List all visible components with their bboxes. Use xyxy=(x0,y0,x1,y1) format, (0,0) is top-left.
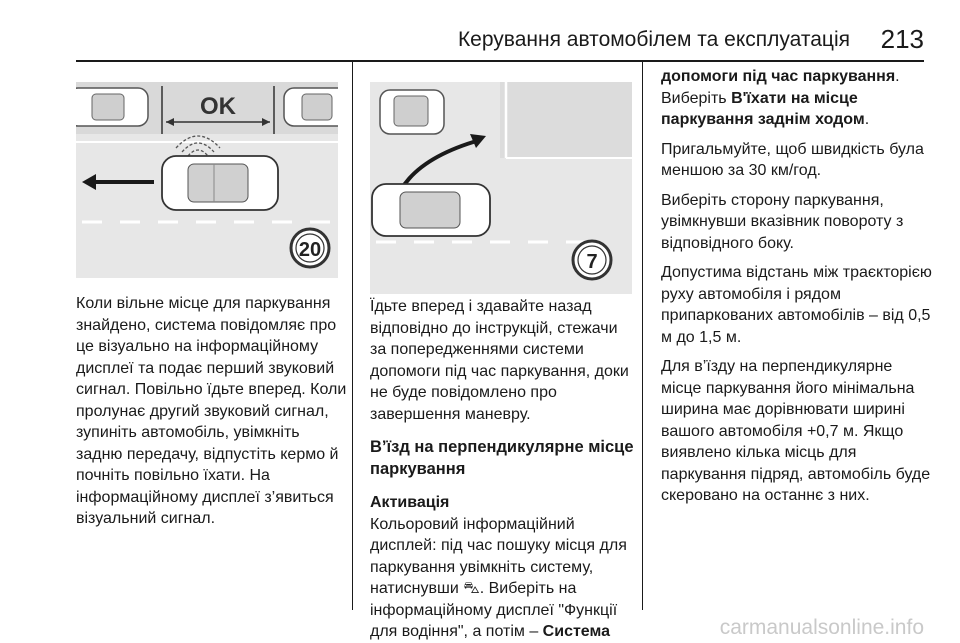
column-1 xyxy=(76,293,348,530)
paragraph-follow-instructions: Їдьте вперед і здавайте назад відповідно до інструкцій, стежачи за попередженнями системи допомоги під час паркування, доки не буде повідомлено про завершення маневру. xyxy=(370,298,629,423)
paragraph-activation xyxy=(370,514,634,643)
moving-car xyxy=(162,156,278,210)
paragraph-distance: Допустима відстань між траєкторією руху автомобіля і рядом припаркованих автомобілів – від 0,5 м до 1,5 м. xyxy=(661,264,932,346)
figure-perpendicular-parking xyxy=(370,82,632,294)
page-number: 213 xyxy=(880,24,924,54)
parking-button-icon: ⛍ xyxy=(463,580,480,597)
parallel-parking-illustration xyxy=(76,82,338,278)
perpendicular-parking-illustration xyxy=(370,82,632,294)
moving-car xyxy=(372,184,490,236)
parked-car-left xyxy=(76,88,148,126)
section-heading-perpendicular: В’їзд на перпендикулярне місце паркування xyxy=(370,438,634,478)
column-divider-1 xyxy=(352,62,353,610)
figure-badge-20: 20 xyxy=(298,239,322,261)
running-header-title: Керування автомобілем та експлуатація xyxy=(457,28,850,51)
assist-name-bold: допомоги під час паркування xyxy=(661,68,896,85)
paragraph-assist-name xyxy=(661,66,933,88)
paragraph-slow-down: Пригальмуйте, щоб швидкість була меншою за 30 км/год. xyxy=(661,140,924,179)
activation-bold-system: Система xyxy=(542,623,611,640)
paragraph-choose-side: Виберіть сторону паркування, увімкнувши вказівник повороту з відповідного боку. xyxy=(661,191,904,252)
parked-car-right xyxy=(284,88,338,126)
select-text: Виберіть xyxy=(661,89,732,107)
select-bold: В'їхати на місце паркування заднім ходом xyxy=(661,89,865,128)
parked-car xyxy=(380,90,444,134)
watermark: carmanualsonline.info xyxy=(719,616,924,639)
subheading-activation: Активація xyxy=(370,494,450,511)
select-end: . xyxy=(864,111,870,128)
paragraph-select-reverse xyxy=(661,88,933,131)
header-rule xyxy=(76,60,924,62)
activation-text-b: . Виберіть на інформаційному дисплеї "Функції для водіння", а потім – xyxy=(370,580,618,640)
column-2 xyxy=(370,296,634,643)
ok-sign: OK xyxy=(200,93,236,120)
paragraph-min-width: Для в’їзду на перпендикулярне місце паркування його мінімальна ширина має дорівнювати ширині вашого автомобіля +0,7 м. Якщо виявлено кілька місць для паркування підряд, автомобіль буде скеровано на останнє з них. xyxy=(661,358,931,504)
column-3 xyxy=(661,66,933,507)
paragraph-parking-found: Коли вільне місце для паркування знайдено, система повідомляє про це візуально на інформаційному дисплеї та подає перший звуковий сигнал. Повільно їдьте вперед. Коли пролунає другий звуковий сигнал, зупиніть автомобіль, увімкніть задню передачу, відпустіть кермо й почніть повільно їхати. На інформаційному дисплеї з’явиться візуальний сигнал. xyxy=(76,295,347,527)
activation-text-a: Кольоровий інформаційний дисплей: під час пошуку місця для паркування увімкніть систему, натиснувши xyxy=(370,515,627,597)
figure-parallel-parking xyxy=(76,82,338,278)
assist-name-end: . xyxy=(895,68,900,85)
column-divider-2 xyxy=(642,62,643,610)
figure-badge-7: 7 xyxy=(586,251,598,273)
